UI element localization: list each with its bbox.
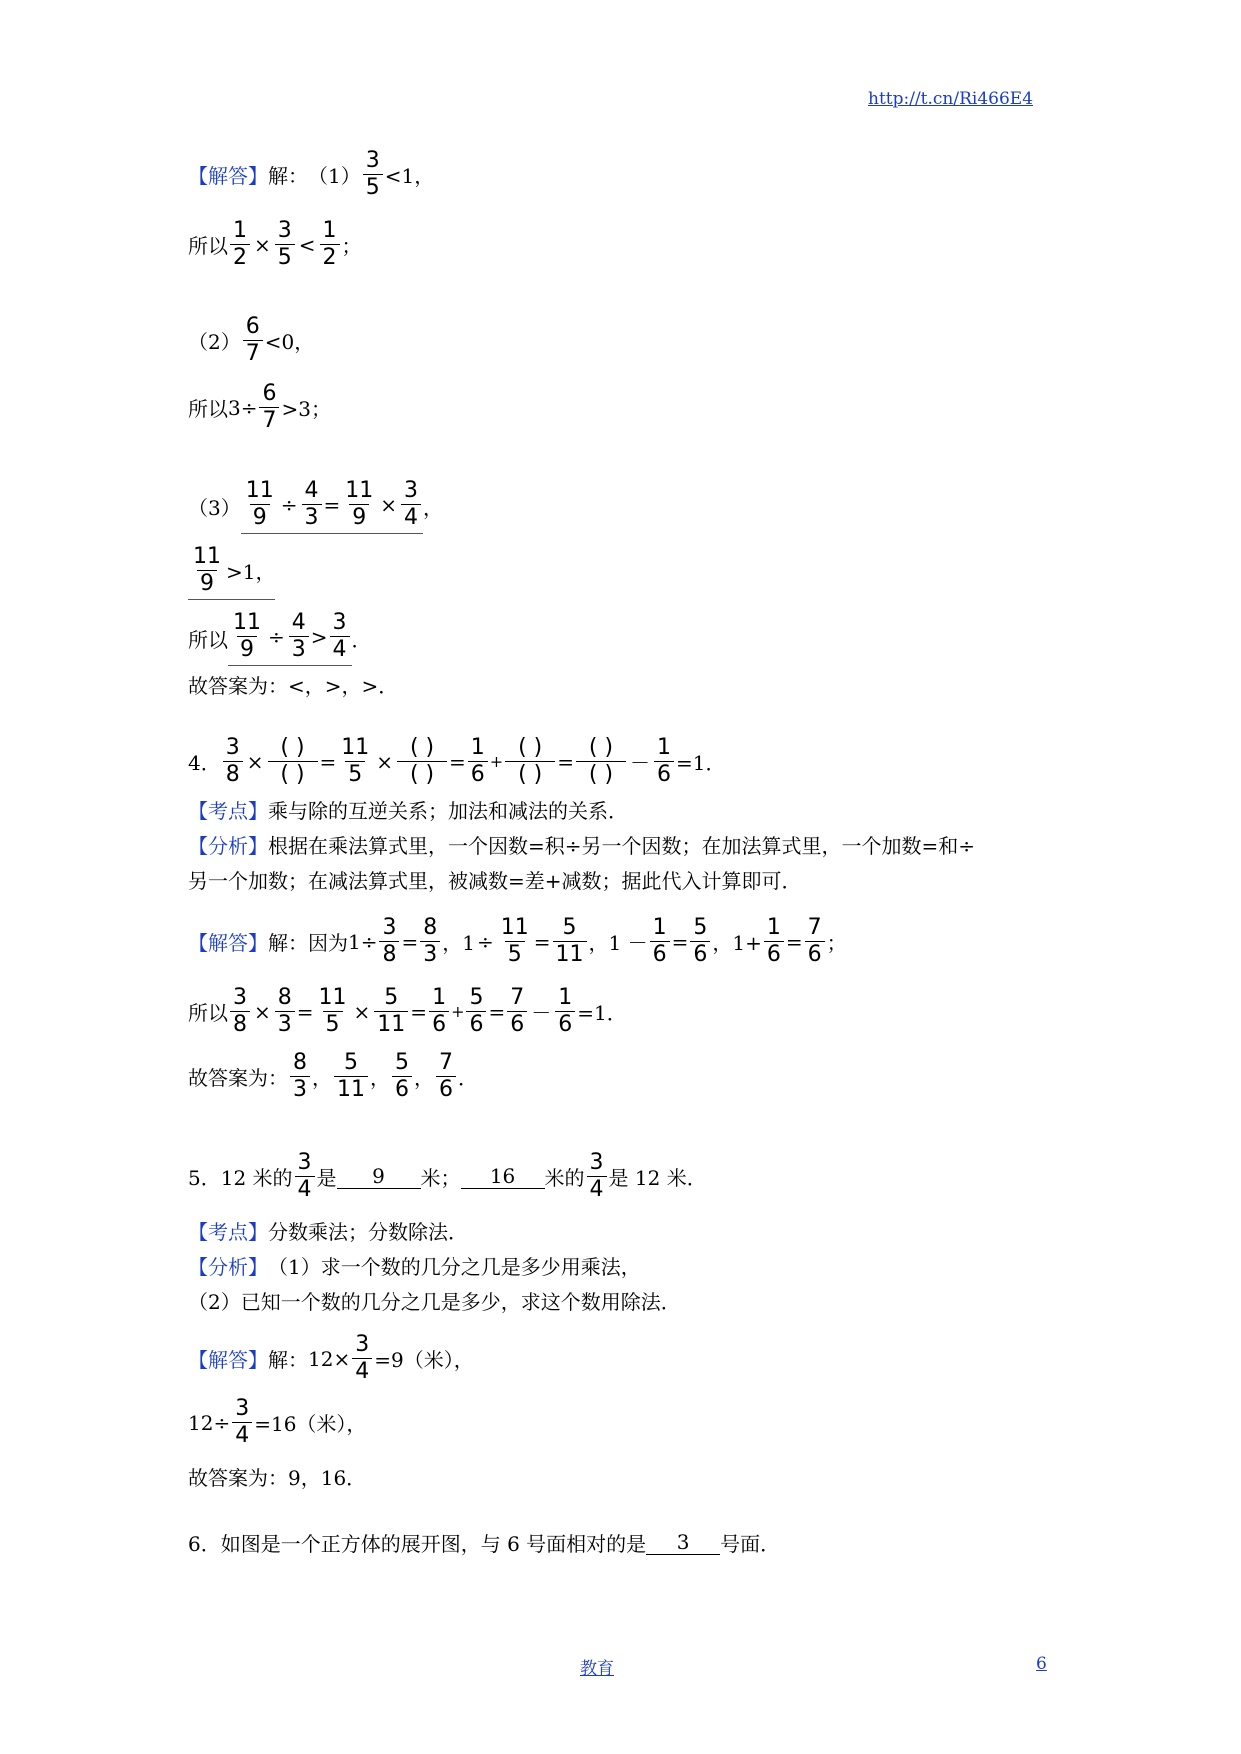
fraction: $\frac{1}{6}$	[429, 985, 449, 1038]
q3-result-line1: 所以 $\frac{1}{2}$ × $\frac{3}{5}$ < $\frac{1}{2}$ ；	[188, 218, 362, 270]
part-label: （2）	[188, 330, 241, 354]
suoyi-label: 所以	[188, 1001, 228, 1025]
q3-answer-line1	[188, 148, 434, 201]
fraction: $\frac{3}{4}$	[330, 610, 350, 663]
fraction: $\frac{8}{3}$	[275, 985, 295, 1038]
analysis-tag: 【分析】	[188, 1255, 268, 1279]
comparison: >1，	[226, 560, 276, 584]
fraction: $\frac{11}{9}$	[345, 478, 374, 530]
q3-result-line3: 所以 $\frac{11}{9}$ ÷ $\frac{4}{3}$ > $\frac{3}{4}$ ．	[188, 610, 372, 666]
fraction: $\frac{3}{5}$	[275, 218, 295, 271]
footer-link[interactable]: 教育	[580, 1659, 614, 1679]
blank-fraction: $\frac{( )}{( )}$	[397, 735, 447, 788]
answer-blank: 16	[461, 1164, 545, 1189]
fraction: $\frac{3}{4}$	[587, 1150, 607, 1203]
fraction: $\frac{5}{6}$	[466, 985, 486, 1038]
suoyi-label: 所以	[188, 627, 228, 652]
analysis-text: 根据在乘法算式里，一个因数=积÷另一个因数；在加法算式里，一个加数=和÷	[268, 834, 976, 858]
fraction: $\frac{7}{6}$	[507, 985, 527, 1038]
fraction: $\frac{3}{8}$	[223, 735, 243, 788]
q5-analysis	[188, 1251, 641, 1280]
header-link[interactable]: http://t.cn/Ri466E4	[868, 89, 1034, 109]
jie-label: 解：	[268, 164, 308, 188]
q5-question: 5． 12 米的 $\frac{3}{4}$ 是 9 米； 16 米的 $\frac{3}{4}$ 是 12 米．	[188, 1150, 707, 1202]
question-number: 5．	[188, 1166, 221, 1190]
suoyi-label: 所以	[188, 397, 228, 421]
fraction: $\frac{1}{6}$	[764, 915, 784, 968]
question-number: 4．	[188, 751, 221, 775]
fraction: $\frac{11}{5}$	[318, 985, 347, 1037]
fraction: $\frac{5}{6}$	[392, 1050, 412, 1103]
analysis-tag: 【分析】	[188, 834, 268, 858]
comparison: <1，	[384, 164, 435, 188]
q4-answer: 【解答】 解：因为 1÷ $\frac{3}{8}$ = $\frac{8}{3}$ ，1 ÷ $\frac{11}{5}$ = $\frac{5}{11}$ ，1 － $\frac{1}{6}$ = $\frac{5}{6}$ ，1+ $\frac{1}{6}$ = $\frac{7}{6}$ ；	[188, 915, 847, 967]
q4-analysis	[188, 830, 975, 859]
page-number: 6	[1036, 1654, 1047, 1674]
fraction: $\frac{3}{5}$	[363, 148, 383, 201]
answer-tag: 【解答】	[188, 931, 268, 955]
point-tag: 【考点】	[188, 799, 268, 823]
blank-fraction: $\frac{( )}{( )}$	[268, 735, 318, 788]
q6-text: 6．如图是一个正方体的展开图，与 6 号面相对的是	[188, 1532, 647, 1556]
gudaan-label: 故答案为：	[188, 1066, 288, 1090]
fraction: $\frac{11}{9}$	[193, 544, 221, 596]
q5-answer: 【解答】 解： 12× $\frac{3}{4}$ =9（米），	[188, 1332, 474, 1384]
q4-point	[188, 795, 628, 824]
blank-fraction: $\frac{( )}{( )}$	[576, 735, 626, 788]
point-text: 分数乘法；分数除法．	[268, 1220, 468, 1244]
fraction: $\frac{7}{6}$	[805, 915, 825, 968]
fraction: $\frac{3}{4}$	[232, 1396, 252, 1449]
fraction: $\frac{5}{11}$	[374, 985, 408, 1038]
q3-compare-line	[188, 544, 275, 600]
suoyi-label: 所以	[188, 234, 228, 258]
q4-analysis-cont: 另一个加数；在减法算式里，被减数=差+减数；据此代入计算即可．	[188, 869, 802, 893]
q5-calc2: 12÷ $\frac{3}{4}$ =16（米），	[188, 1396, 367, 1448]
fraction: $\frac{3}{4}$	[295, 1150, 315, 1203]
fraction: $\frac{8}{3}$	[290, 1050, 310, 1103]
fraction: $\frac{3}{8}$	[230, 985, 250, 1038]
fraction: $\frac{6}{7}$	[243, 314, 263, 367]
fraction: $\frac{11}{5}$	[500, 915, 529, 967]
fraction: $\frac{1}{6}$	[654, 735, 674, 788]
q3-result-line2: 所以 3÷ $\frac{6}{7}$ >3；	[188, 381, 331, 433]
fraction: $\frac{7}{6}$	[436, 1050, 456, 1103]
fraction: $\frac{3}{4}$	[352, 1332, 372, 1385]
blank-fraction: $\frac{( )}{( )}$	[505, 735, 555, 788]
yinwei-label: 解：因为	[268, 931, 348, 955]
fraction: $\frac{5}{6}$	[690, 915, 710, 968]
fraction: $\frac{3}{4}$	[401, 478, 421, 531]
q6-text-end: 号面．	[720, 1532, 781, 1556]
fraction: $\frac{8}{3}$	[420, 915, 440, 968]
part-label: （1）	[308, 164, 361, 188]
point-tag: 【考点】	[188, 1220, 268, 1244]
q4-final-answer: 故答案为： $\frac{8}{3}$ ， $\frac{5}{11}$ ， $\frac{5}{6}$ ， $\frac{7}{6}$ ．	[188, 1050, 478, 1102]
fraction: $\frac{1}{2}$	[230, 218, 250, 271]
q3-final-answer: 故答案为：<，>，>．	[188, 674, 399, 698]
answer-tag: 【解答】	[188, 1348, 268, 1372]
fraction: $\frac{11}{9}$	[233, 610, 261, 662]
fraction: $\frac{1}{6}$	[650, 915, 670, 968]
fraction: $\frac{5}{11}$	[334, 1050, 368, 1103]
fraction: $\frac{3}{8}$	[379, 915, 399, 968]
jie-label: 解：	[268, 1348, 308, 1372]
fraction: $\frac{1}{2}$	[320, 218, 340, 271]
fraction: $\frac{1}{6}$	[555, 985, 575, 1038]
q5-analysis-cont: （2）已知一个数的几分之几是多少，求这个数用除法．	[188, 1290, 681, 1314]
q5-point	[188, 1216, 468, 1245]
equation-end: =1．	[675, 751, 726, 775]
answer-blank: 3	[646, 1530, 720, 1555]
point-text: 乘与除的互逆关系；加法和减法的关系．	[268, 799, 628, 823]
fraction: $\frac{6}{7}$	[259, 381, 279, 434]
semicolon: ；	[341, 234, 362, 258]
q3-answer-line3: （3） $\frac{11}{9}$ ÷ $\frac{4}{3}$ = $\frac{11}{9}$ × $\frac{3}{4}$ ，	[188, 478, 443, 534]
analysis-text: （1）求一个数的几分之几是多少用乘法，	[268, 1255, 641, 1279]
q4-result: 所以 $\frac{3}{8}$ × $\frac{8}{3}$ = $\frac{11}{5}$ × $\frac{5}{11}$ = $\frac{1}{6}$ + $\frac{5}{6}$ = $\frac{7}{6}$ － $\frac{1}{6}$ =1．	[188, 985, 627, 1037]
answer-blank: 9	[337, 1164, 421, 1189]
fraction: $\frac{11}{9}$	[245, 478, 274, 530]
q5-final-answer: 故答案为：9，16．	[188, 1466, 367, 1490]
comparison: <0，	[264, 330, 315, 354]
answer-tag: 【解答】	[188, 164, 268, 188]
q3-answer-line2	[188, 314, 314, 367]
part-label: （3）	[188, 495, 241, 520]
fraction: $\frac{1}{6}$	[468, 735, 488, 788]
fraction: $\frac{4}{3}$	[289, 610, 309, 663]
comparison: >3；	[281, 397, 331, 421]
q6-question	[188, 1528, 780, 1557]
fraction: $\frac{11}{5}$	[341, 735, 370, 787]
q4-question: 4． $\frac{3}{8}$ × $\frac{( )}{( )}$ = $\frac{11}{5}$ × $\frac{( )}{( )}$ = $\frac{1}{6}$ + $\frac{( )}{( )}$ = $\frac{( )}{( )}$ － $\frac{1}{6}$ =1．	[188, 735, 726, 787]
fraction: $\frac{4}{3}$	[302, 478, 322, 531]
fraction: $\frac{5}{11}$	[553, 915, 587, 968]
